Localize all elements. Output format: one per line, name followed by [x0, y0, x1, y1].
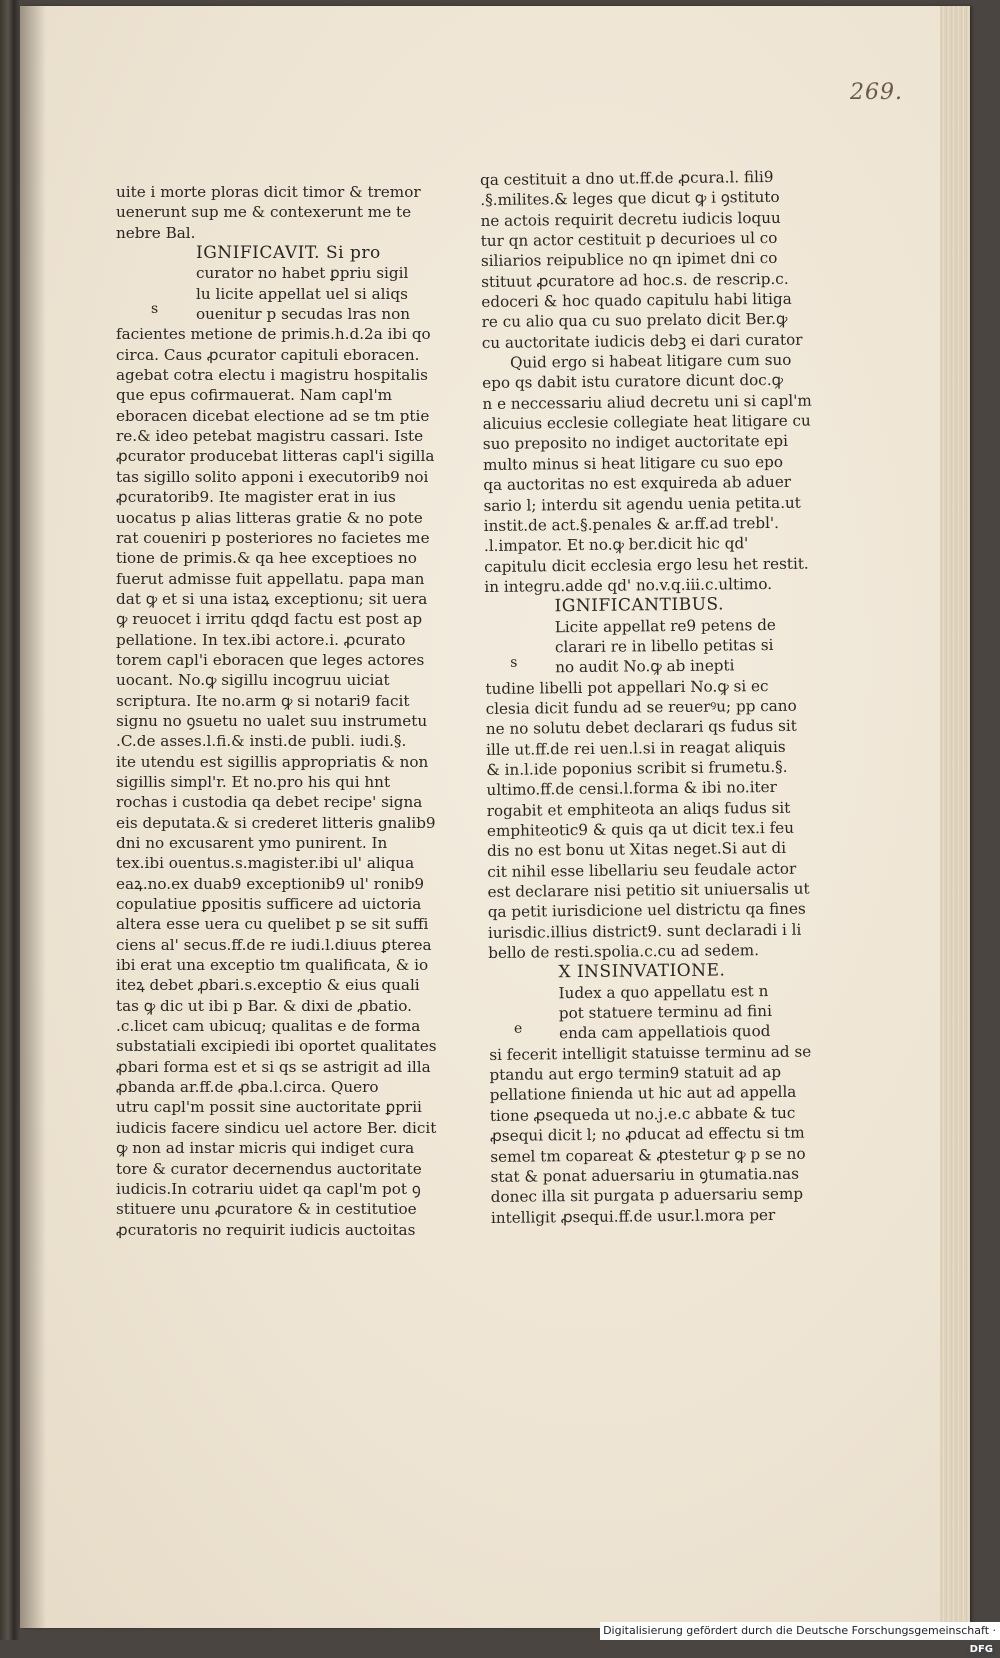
line-text: .l.impator. Et no.ꝙ ber.dicit hic qd' [483, 534, 749, 556]
text-line [116, 487, 416, 507]
text-line [116, 528, 430, 548]
line-text: uocant. No.ꝙ sigillu incogruu uiciat [116, 671, 390, 690]
line-text: no audit No.ꝙ ab inepti [555, 656, 735, 677]
dfg-logo: DFG [967, 1643, 996, 1657]
text-line [483, 492, 801, 515]
line-text: epo qs dabit istu curatore dicunt doc.ꝙ [482, 371, 784, 393]
line-text: stituere unu ꝓcuratore & in cestitutioe [116, 1200, 417, 1219]
text-line [486, 777, 776, 800]
text-line [116, 853, 416, 873]
text-line [116, 792, 423, 812]
line-text: fuerut admisse fuit appellatu. papa man [116, 569, 425, 588]
line-text: tione ꝓsequeda ut no.j.e.c abbate & tuc [489, 1103, 796, 1125]
text-line [490, 1143, 806, 1166]
line-text: dis no est bonu ut Xitas neget.Si aut di [487, 839, 787, 861]
line-text: ouenitur p secudas lras non [196, 305, 411, 324]
line-text: rat coueniri p posteriores no facietes me [116, 528, 430, 547]
line-text: ꝓsequi dicit l; no ꝓducat ad effectu si tm [490, 1123, 805, 1146]
line-text: signu no ꝯsuetu no ualet suu instrumetu [116, 711, 428, 730]
text-line [482, 370, 784, 393]
line-text: pellatione finienda ut hic aut ad appella [489, 1083, 797, 1105]
line-text: ultimo.ff.de censi.l.forma & ibi no.iter [486, 778, 777, 800]
line-text: tore & curator decernendus auctoritate [116, 1159, 422, 1178]
text-line [116, 813, 436, 833]
page-edges [940, 6, 970, 1628]
line-text: est declarare nisi petitio sit uniuersalis ut [487, 879, 810, 901]
text-line [116, 874, 425, 894]
line-text: clesia dicit fundu ad se reuerꝰu; pp cano [485, 696, 797, 718]
line-text: cit nihil esse libellariu seu feudale actor [487, 859, 797, 881]
line-text: scriptura. Ite no.arm ꝙ si notari9 facit [116, 691, 410, 710]
line-text: ꝓcurator producebat litteras capl'i sigilla [116, 447, 435, 466]
line-text: circa. Caus ꝓcurator capituli eboracen. [116, 345, 420, 364]
line-text: .c.licet cam ubicuq; qualitas e de forma [116, 1017, 421, 1036]
line-text: sario l; interdu sit agendu uenia petita.ut [483, 493, 801, 515]
line-text: ptandu aut ergo termin9 statuit ad ap [489, 1063, 782, 1085]
line-text: sigillis simpl'r. Et no.pro his qui hnt [116, 772, 391, 791]
line-text: copulatiue ꝑpositis sufficere ad uictoria [116, 895, 422, 914]
line-text: qa petit iurisdicione uel districtu qa fines [487, 900, 806, 922]
text-line [484, 533, 774, 556]
line-text: emphiteotic9 & quis qa ut dicit tex.i feu [486, 818, 795, 840]
line-text: pellatione. In tex.ibi actore.i. ꝓcurato [116, 630, 406, 649]
text-line [116, 1220, 416, 1240]
text-line [485, 716, 797, 739]
line-text: X INSINVATIONE. [558, 960, 726, 983]
line-text: multo minus si heat litigare cu suo epo [482, 452, 784, 474]
line-text: Licite appellat re9 petens de [554, 615, 776, 636]
line-text: alicuius ecclesie collegiate heat litigare cu [482, 411, 811, 434]
text-line [116, 711, 428, 731]
text-line [482, 431, 789, 454]
guide-letter: s [151, 300, 159, 317]
text-line [116, 589, 428, 609]
text-line [116, 548, 416, 568]
text-line [116, 935, 432, 955]
line-text: suo preposito no indiget auctoritate epi [482, 432, 789, 454]
text-line [116, 894, 422, 914]
text-line [116, 446, 435, 466]
text-line [116, 569, 425, 589]
guide-letter: e [513, 1020, 523, 1037]
text-line [487, 838, 787, 861]
text-line [480, 187, 780, 210]
line-text: Iudex a quo appellatu est n [558, 981, 769, 1002]
text-line [116, 345, 420, 365]
text-line [116, 243, 416, 263]
line-text: cu auctoritate iudicis debꝫ ei dari curator [481, 330, 803, 352]
line-text: iudicis facere sindicu uel actore Ber. dicit [116, 1118, 437, 1137]
text-line [116, 609, 423, 629]
line-text: capitulu dicit ecclesia ergo lesu het restit. [484, 554, 809, 576]
line-text: qa cestituit a dno ut.ff.de ꝓcura.l. fili9 [480, 167, 774, 189]
text-line [116, 1138, 416, 1158]
text-line [116, 263, 416, 283]
line-text: nebre Bal. [116, 223, 196, 242]
line-text: IGNIFICANTIBUS. [554, 594, 725, 617]
line-text: utru capl'm possit sine auctoritate ꝑprii [116, 1098, 422, 1117]
text-line [116, 670, 416, 690]
line-text: siliarios reipublice no qn ipimet dni co [480, 249, 778, 271]
line-text: tas sigillo solito apponi i executorib9 noi [116, 467, 429, 486]
text-line [488, 940, 778, 963]
line-text: dni no excusarent ymo punirent. In [116, 834, 388, 852]
line-text: instit.de act.§.penales & ar.ff.ad trebl'. [483, 513, 780, 535]
line-text: ne no solutu debet declarari qs fudus sit [485, 716, 797, 739]
line-text: semel tm copareat & ꝓtestetur ꝙ p se no [490, 1144, 806, 1166]
line-text: substatiali excipiedi ibi oportet qualitates [116, 1037, 437, 1056]
text-line [116, 1016, 421, 1036]
line-text: pot statuere terminu ad fini [558, 1002, 772, 1023]
line-text: facientes metione de primis.h.d.2a ibi qo [116, 325, 431, 344]
text-line [485, 655, 775, 678]
line-text: ibi erat una exceptio tm qualificata, & io [116, 956, 429, 975]
text-line [489, 1021, 779, 1044]
line-text: ciens al' secus.ff.de re iudi.l.diuus ꝑterea [116, 935, 432, 954]
text-line [489, 1082, 797, 1105]
text-line [116, 1159, 422, 1179]
line-text: re.& ideo petebat magistru cassari. Iste [116, 427, 424, 446]
guide-letter: s [510, 654, 518, 671]
left-text-column [116, 182, 437, 1240]
line-text: tex.ibi ouentus.s.magister.ibi ul' aliqua [116, 854, 415, 873]
line-text: .§.milites.& leges que dicut ꝙ i ꝯstituto [480, 188, 780, 210]
line-text: uenerunt sup me & contexerunt me te [116, 203, 412, 222]
line-text: tudine libelli pot appellari No.ꝙ si ec [485, 676, 769, 698]
line-text: donec illa sit purgata p aduersariu semp [490, 1184, 804, 1207]
text-line [116, 304, 416, 324]
line-text: uocatus p alias litteras gratie & no pote [116, 508, 423, 527]
line-text: & in.l.ide poponius scribit si frumetu.§. [486, 757, 788, 779]
line-text: rogabit et emphiteota an aliqs fudus sit [486, 798, 791, 820]
line-text: clarari re in libello petitas si [554, 635, 774, 657]
line-text: eaꝝ.no.ex duab9 exceptionib9 ul' ronib9 [116, 874, 425, 893]
text-line [116, 182, 421, 202]
line-text: Quid ergo si habeat litigare cum suo [509, 350, 792, 372]
line-text: tas ꝙ dic ut ibi p Bar. & dixi de ꝓbatio. [116, 996, 412, 1015]
text-line [491, 1204, 781, 1227]
line-text: ite utendu est sigillis appropriatis & non [116, 752, 429, 771]
text-line [116, 223, 416, 243]
text-line [485, 615, 775, 638]
text-line [483, 472, 792, 495]
right-text-column [480, 167, 812, 1228]
text-line [116, 1036, 437, 1056]
line-text: intelligit ꝓsequi.ff.de usur.l.mora per [490, 1205, 776, 1227]
line-text: uite i morte ploras dicit timor & tremor [116, 183, 421, 201]
text-line [116, 955, 429, 975]
line-text: torem capl'i eboracen que leges actores [116, 650, 425, 669]
line-text: ꝓcuratoris no requirit iudicis auctoitas [116, 1220, 416, 1239]
line-text: ꝙ non ad instar micris qui indiget cura [116, 1139, 415, 1158]
gutter-shadow [20, 6, 46, 1628]
line-text: edoceri & hoc quado capitulu habi litiga [481, 289, 792, 312]
line-text: enda cam appellatiois quod [558, 1022, 771, 1043]
text-line [116, 426, 424, 446]
line-text: in integru.adde qd' no.v.q.iii.c.ultimo. [484, 574, 773, 596]
text-line [484, 574, 774, 597]
line-text: ille ut.ff.de rei uen.l.si in reagat aliquis [485, 737, 786, 759]
text-line [116, 467, 429, 487]
line-text: qa auctoritas no est exquireda ab aduer [483, 472, 792, 495]
line-text: stituut ꝓcuratore ad hoc.s. de rescrip.c. [481, 269, 789, 291]
text-line [116, 202, 416, 222]
text-line [116, 365, 428, 385]
text-line [490, 1123, 805, 1146]
line-text: ꝓbari forma est et si qs se astrigit ad illa [116, 1057, 431, 1076]
text-line [116, 691, 416, 711]
dfg-funding-footer [600, 1622, 1000, 1655]
line-text: dat ꝙ et si una istaꝝ exceptionu; sit uera [116, 589, 428, 608]
line-text: ꝓcuratorib9. Ite magister erat in ius [116, 488, 396, 507]
line-text: ꝓbanda ar.ff.de ꝓba.l.circa. Quero [116, 1078, 379, 1097]
text-line [116, 1179, 421, 1199]
text-line [116, 975, 420, 995]
text-line [487, 899, 806, 922]
text-line [116, 1057, 431, 1077]
text-line [116, 752, 429, 772]
line-text: que epus cofirmauerat. Nam capl'm [116, 386, 393, 405]
footer-text: Digitalisierung gefördert durch die Deutsche Forschungsgemeinschaft · [603, 1624, 996, 1637]
text-line [116, 1097, 422, 1117]
text-line [480, 248, 778, 271]
line-text: ne actois requirit decretu iudicis loquu [480, 208, 781, 230]
text-line [116, 650, 425, 670]
text-line [116, 731, 416, 751]
text-line [116, 996, 416, 1016]
text-line [116, 385, 416, 405]
line-text: IGNIFICAVIT. Si pro [196, 243, 381, 264]
line-text: n e neccessariu aliud decretu uni si capl'm [482, 391, 812, 413]
line-text: tione de primis.& qa hee exceptioes no [116, 549, 417, 568]
line-text: rochas i custodia qa debet recipe' signa [116, 793, 423, 812]
text-line [116, 914, 429, 934]
line-text: re cu alio qua cu suo prelato dicit Ber.ꝙ [481, 310, 788, 332]
text-line [490, 1184, 804, 1207]
line-text: iteꝝ debet ꝓbari.s.exceptio & eius quali [116, 976, 420, 995]
line-text: curator no habet ꝑpriu sigil [196, 264, 409, 283]
text-line [116, 1118, 437, 1138]
line-text: agebat cotra electu i magistru hospitalis [116, 366, 428, 385]
line-text: iurisdic.illius district9. sunt declaradi i li [487, 920, 802, 942]
folio-number: 269. [850, 80, 903, 105]
line-text: stat & ponat aduersariu in ꝯtumatia.nas [490, 1164, 800, 1186]
text-line [116, 833, 416, 853]
text-line [116, 324, 431, 344]
text-line [116, 508, 423, 528]
text-line [484, 553, 809, 576]
text-line [116, 772, 416, 792]
line-text: bello de resti.spolia.c.cu ad sedem. [488, 941, 760, 963]
line-text: altera esse uera cu quelibet p se sit suffi [116, 915, 429, 934]
text-line [481, 309, 788, 332]
text-line [116, 1199, 416, 1219]
line-text: si fecerit intelligit statuisse terminu ad se [489, 1042, 812, 1064]
line-text: tur qn actor cestituit p decurioes ul co [480, 228, 778, 251]
line-text: ꝙ reuocet i irritu qdqd factu est post ap [116, 610, 423, 629]
text-line [116, 1077, 416, 1097]
line-text: iudicis.In cotrariu uidet qa capl'm pot ꝯ [116, 1179, 421, 1198]
text-line [116, 406, 430, 426]
line-text: lu licite appellat uel si aliqs [196, 284, 408, 303]
line-text: .C.de asses.l.fi.& insti.de publi. iudi.§. [116, 732, 407, 751]
text-line [116, 630, 416, 650]
line-text: eboracen dicebat electione ad se tm ptie [116, 406, 430, 425]
line-text: eis deputata.& si crederet litteris gnalib9 [116, 813, 436, 832]
